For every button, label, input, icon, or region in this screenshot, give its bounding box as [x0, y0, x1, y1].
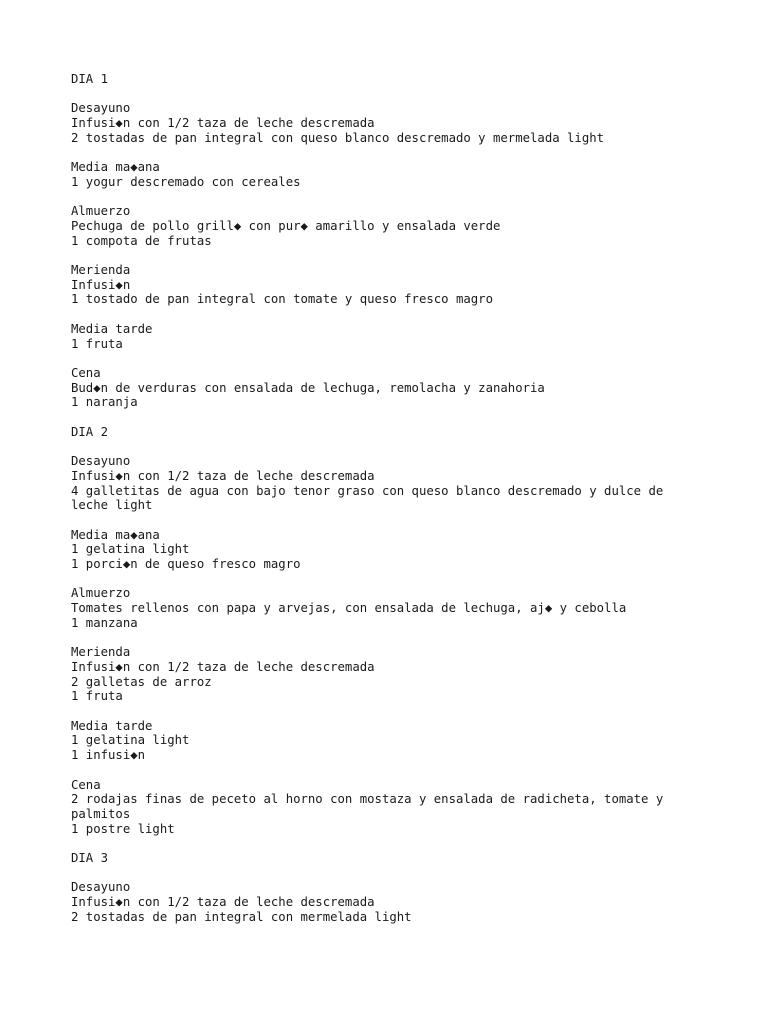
- meal-heading: Media tarde: [71, 321, 153, 336]
- meal-heading: Almuerzo: [71, 586, 131, 601]
- food-item-line: Bud◆n de verduras con ensalada de lechuga, remolacha y zanahoria: [71, 380, 545, 395]
- document-page: [71, 72, 761, 925]
- food-item-line: 1 gelatina light: [71, 733, 190, 748]
- food-item-line: 1 compota de frutas: [71, 233, 212, 248]
- meal-heading: Almuerzo: [71, 204, 131, 219]
- food-item-line: 1 postre light: [71, 821, 175, 836]
- block-spacer: [71, 572, 761, 587]
- food-item-line: 4 galletitas de agua con bajo tenor graso con queso blanco descremado y dulce de: [71, 483, 664, 498]
- food-item-line: palmitos: [71, 806, 131, 821]
- food-item-line: 1 infusi◆n: [71, 748, 146, 763]
- block-spacer: [71, 704, 761, 719]
- block-spacer: [71, 248, 761, 263]
- meal-block: [71, 454, 761, 513]
- meal-block: [71, 586, 761, 630]
- day-heading: DIA 1: [71, 72, 109, 86]
- block-spacer: [71, 866, 761, 881]
- meal-heading: Merienda: [71, 263, 131, 278]
- food-item-line: 1 naranja: [71, 395, 138, 410]
- meal-block: [71, 101, 761, 145]
- block-spacer: [71, 307, 761, 322]
- meal-block: [71, 880, 761, 924]
- food-item-line: 2 tostadas de pan integral con queso blanco descremado y mermelada light: [71, 130, 605, 145]
- block-spacer: [71, 87, 761, 102]
- food-item-line: leche light: [71, 498, 153, 513]
- block-spacer: [71, 190, 761, 205]
- meal-heading: Desayuno: [71, 101, 131, 116]
- meal-block: [71, 204, 761, 248]
- meal-block: [71, 366, 761, 410]
- food-item-line: Infusi◆n con 1/2 taza de leche descremada: [71, 468, 375, 483]
- meal-heading: Media tarde: [71, 718, 153, 733]
- block-spacer: [71, 351, 761, 366]
- food-item-line: 2 rodajas finas de peceto al horno con mostaza y ensalada de radicheta, tomate y: [71, 792, 664, 807]
- meal-block: [71, 778, 761, 837]
- food-item-line: Infusi◆n con 1/2 taza de leche descremada: [71, 116, 375, 131]
- block-spacer: [71, 439, 761, 454]
- food-item-line: 2 galletas de arroz: [71, 674, 212, 689]
- block-spacer: [71, 513, 761, 528]
- food-item-line: 1 gelatina light: [71, 542, 190, 557]
- meal-heading: Media ma◆ana: [71, 160, 160, 175]
- day-heading: DIA 2: [71, 424, 109, 439]
- food-item-line: 1 tostado de pan integral con tomate y queso fresco magro: [71, 292, 493, 307]
- day-heading: DIA 3: [71, 851, 109, 866]
- meal-block: [71, 528, 761, 572]
- block-spacer: [71, 836, 761, 851]
- meal-block: [71, 645, 761, 704]
- meal-heading: Cena: [71, 365, 101, 380]
- day-heading-block: [71, 851, 761, 866]
- meal-heading: Desayuno: [71, 880, 131, 895]
- food-item-line: 1 fruta: [71, 336, 123, 351]
- meal-heading: Cena: [71, 777, 101, 792]
- block-spacer: [71, 631, 761, 646]
- meal-block: [71, 263, 761, 307]
- food-item-line: Infusi◆n con 1/2 taza de leche descremada: [71, 659, 375, 674]
- meal-block: [71, 160, 761, 189]
- food-item-line: Infusi◆n: [71, 277, 131, 292]
- food-item-line: 1 fruta: [71, 689, 123, 704]
- food-item-line: 2 tostadas de pan integral con mermelada light: [71, 909, 412, 924]
- day-heading-block: [71, 72, 761, 87]
- block-spacer: [71, 763, 761, 778]
- food-item-line: Pechuga de pollo grill◆ con pur◆ amarillo y ensalada verde: [71, 218, 501, 233]
- food-item-line: 1 porci◆n de queso fresco magro: [71, 557, 301, 572]
- block-spacer: [71, 146, 761, 161]
- day-heading-block: [71, 425, 761, 440]
- meal-block: [71, 322, 761, 351]
- food-item-line: Tomates rellenos con papa y arvejas, con ensalada de lechuga, aj◆ y cebolla: [71, 601, 627, 616]
- food-item-line: Infusi◆n con 1/2 taza de leche descremada: [71, 895, 375, 910]
- meal-heading: Desayuno: [71, 454, 131, 469]
- food-item-line: 1 yogur descremado con cereales: [71, 174, 301, 189]
- meal-heading: Media ma◆ana: [71, 527, 160, 542]
- food-item-line: 1 manzana: [71, 615, 138, 630]
- meal-heading: Merienda: [71, 645, 131, 660]
- meal-block: [71, 719, 761, 763]
- block-spacer: [71, 410, 761, 425]
